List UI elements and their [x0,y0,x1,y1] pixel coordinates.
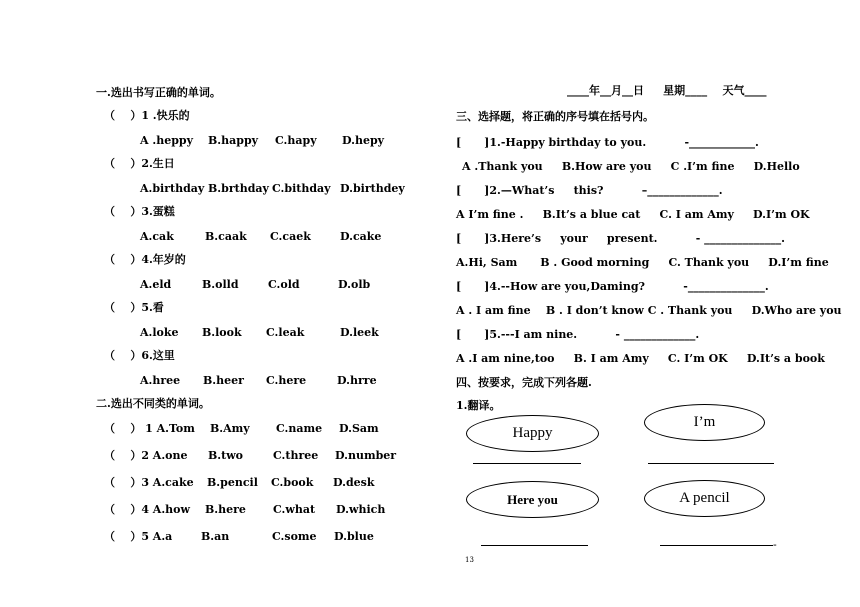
odd-1-option-d: D.Sam [339,422,379,435]
q1-option-d: D.hepy [342,134,385,147]
q4-option-b: B.olld [202,278,239,291]
odd-4-option-b: B.here [205,503,246,516]
q4-option-d: D.olb [338,278,371,291]
q2-prompt: （ ）2.生日 [104,157,175,170]
word-happy: Happy [512,425,553,441]
answer-line-3[interactable] [481,545,588,546]
translate-label: 1.翻译。 [456,399,501,412]
mc-q1-options: A .Thank you B.How are you C .I’m fine D.Hello [462,160,800,173]
q2-option-b: B.brthday [208,182,269,195]
q3-option-d: D.cake [340,230,382,243]
word-ellipse-happy [466,415,599,452]
q6-prompt: （ ）6.这里 [104,349,175,362]
mc-q5-options: A .I am nine,too B. I am Amy C. I’m OK D.It’s a book [456,352,825,365]
odd-3-option-b: B.pencil [207,476,258,489]
answer-line-2[interactable] [648,463,774,464]
section3-title: 三、选择题，将正确的序号填在括号内。 [456,110,654,123]
odd-2-prompt: （ ）2 A.one [104,449,188,462]
q5-option-c: C.leak [266,326,305,339]
odd-2-option-c: C.three [273,449,319,462]
q1-prompt: （ ）1 .快乐的 [104,109,190,122]
q2-option-a: A.birthday [140,182,205,195]
odd-1-option-b: B.Amy [210,422,250,435]
q6-option-b: B.heer [203,374,244,387]
odd-5-option-b: B.an [201,530,230,543]
odd-4-option-c: C.what [273,503,316,516]
mc-q4-options: A . I am fine B . I don’t know C . Thank you D.Who are you [456,304,842,317]
odd-2-option-d: D.number [335,449,397,462]
q3-prompt: （ ）3.蛋糕 [104,205,175,218]
word-ellipse-here-you [466,481,599,518]
q6-option-c: C.here [266,374,307,387]
section4-title: 四、按要求，完成下列各题. [456,376,592,389]
odd-5-option-c: C.some [272,530,317,543]
odd-3-option-c: C.book [271,476,314,489]
q6-option-a: A.hree [140,374,181,387]
q4-prompt: （ ）4.年岁的 [104,253,186,266]
mc-q1: [ ]1.-Happy birthday to you. -____________. [456,136,759,149]
section2-title: 二.选出不同类的单词。 [96,397,210,410]
odd-4-prompt: （ ）4 A.how [104,503,190,516]
odd-1-option-c: C.name [276,422,323,435]
date-weather-header: ____年__月__日 星期____ 天气____ [567,84,767,97]
q5-option-b: B.look [202,326,242,339]
word-a-pencil: A pencil [679,490,730,506]
q1-option-b: B.happy [208,134,259,147]
q5-prompt: （ ）5.看 [104,301,164,314]
odd-5-prompt: （ ）5 A.a [104,530,173,543]
trailing-dash: - [773,538,777,551]
q4-option-a: A.eld [140,278,172,291]
q2-option-d: D.birthdey [340,182,405,195]
answer-line-1[interactable] [473,463,581,464]
mc-q3: [ ]3.Here’s your present. - ______________. [456,232,786,245]
answer-line-4[interactable] [660,545,773,546]
odd-2-option-b: B.two [208,449,244,462]
page-number: 13 [465,556,474,564]
mc-q2: [ ]2.—What’s this? –_____________. [456,184,723,197]
q4-option-c: C.old [268,278,300,291]
section1-title: 一.选出书写正确的单词。 [96,86,221,99]
word-here-you: Here you [507,491,558,507]
odd-4-option-d: D.which [336,503,386,516]
q3-option-b: B.caak [205,230,247,243]
q5-option-d: D.leek [340,326,379,339]
q6-option-d: D.hrre [337,374,377,387]
q5-option-a: A.loke [140,326,179,339]
mc-q2-options: A I’m fine . B.It’s a blue cat C. I am Amy D.I’m OK [456,208,810,221]
q3-option-a: A.cak [140,230,174,243]
mc-q3-options: A.Hi, Sam B . Good morning C. Thank you D.I’m fine [456,256,829,269]
odd-3-prompt: （ ）3 A.cake [104,476,194,489]
mc-q5: [ ]5.---I am nine. - _____________. [456,328,700,341]
q2-option-c: C.bithday [272,182,331,195]
odd-5-option-d: D.blue [334,530,374,543]
word-ellipse-a-pencil [644,480,765,517]
word-im: I’m [693,414,716,430]
q1-option-a: A .heppy [140,134,193,147]
odd-1-prompt: （ ） 1 A.Tom [104,422,195,435]
word-ellipse-im [644,404,765,441]
mc-q4: [ ]4.--How are you,Daming? -______________. [456,280,769,293]
q1-option-c: C.hapy [275,134,317,147]
odd-3-option-d: D.desk [333,476,375,489]
q3-option-c: C.caek [270,230,311,243]
